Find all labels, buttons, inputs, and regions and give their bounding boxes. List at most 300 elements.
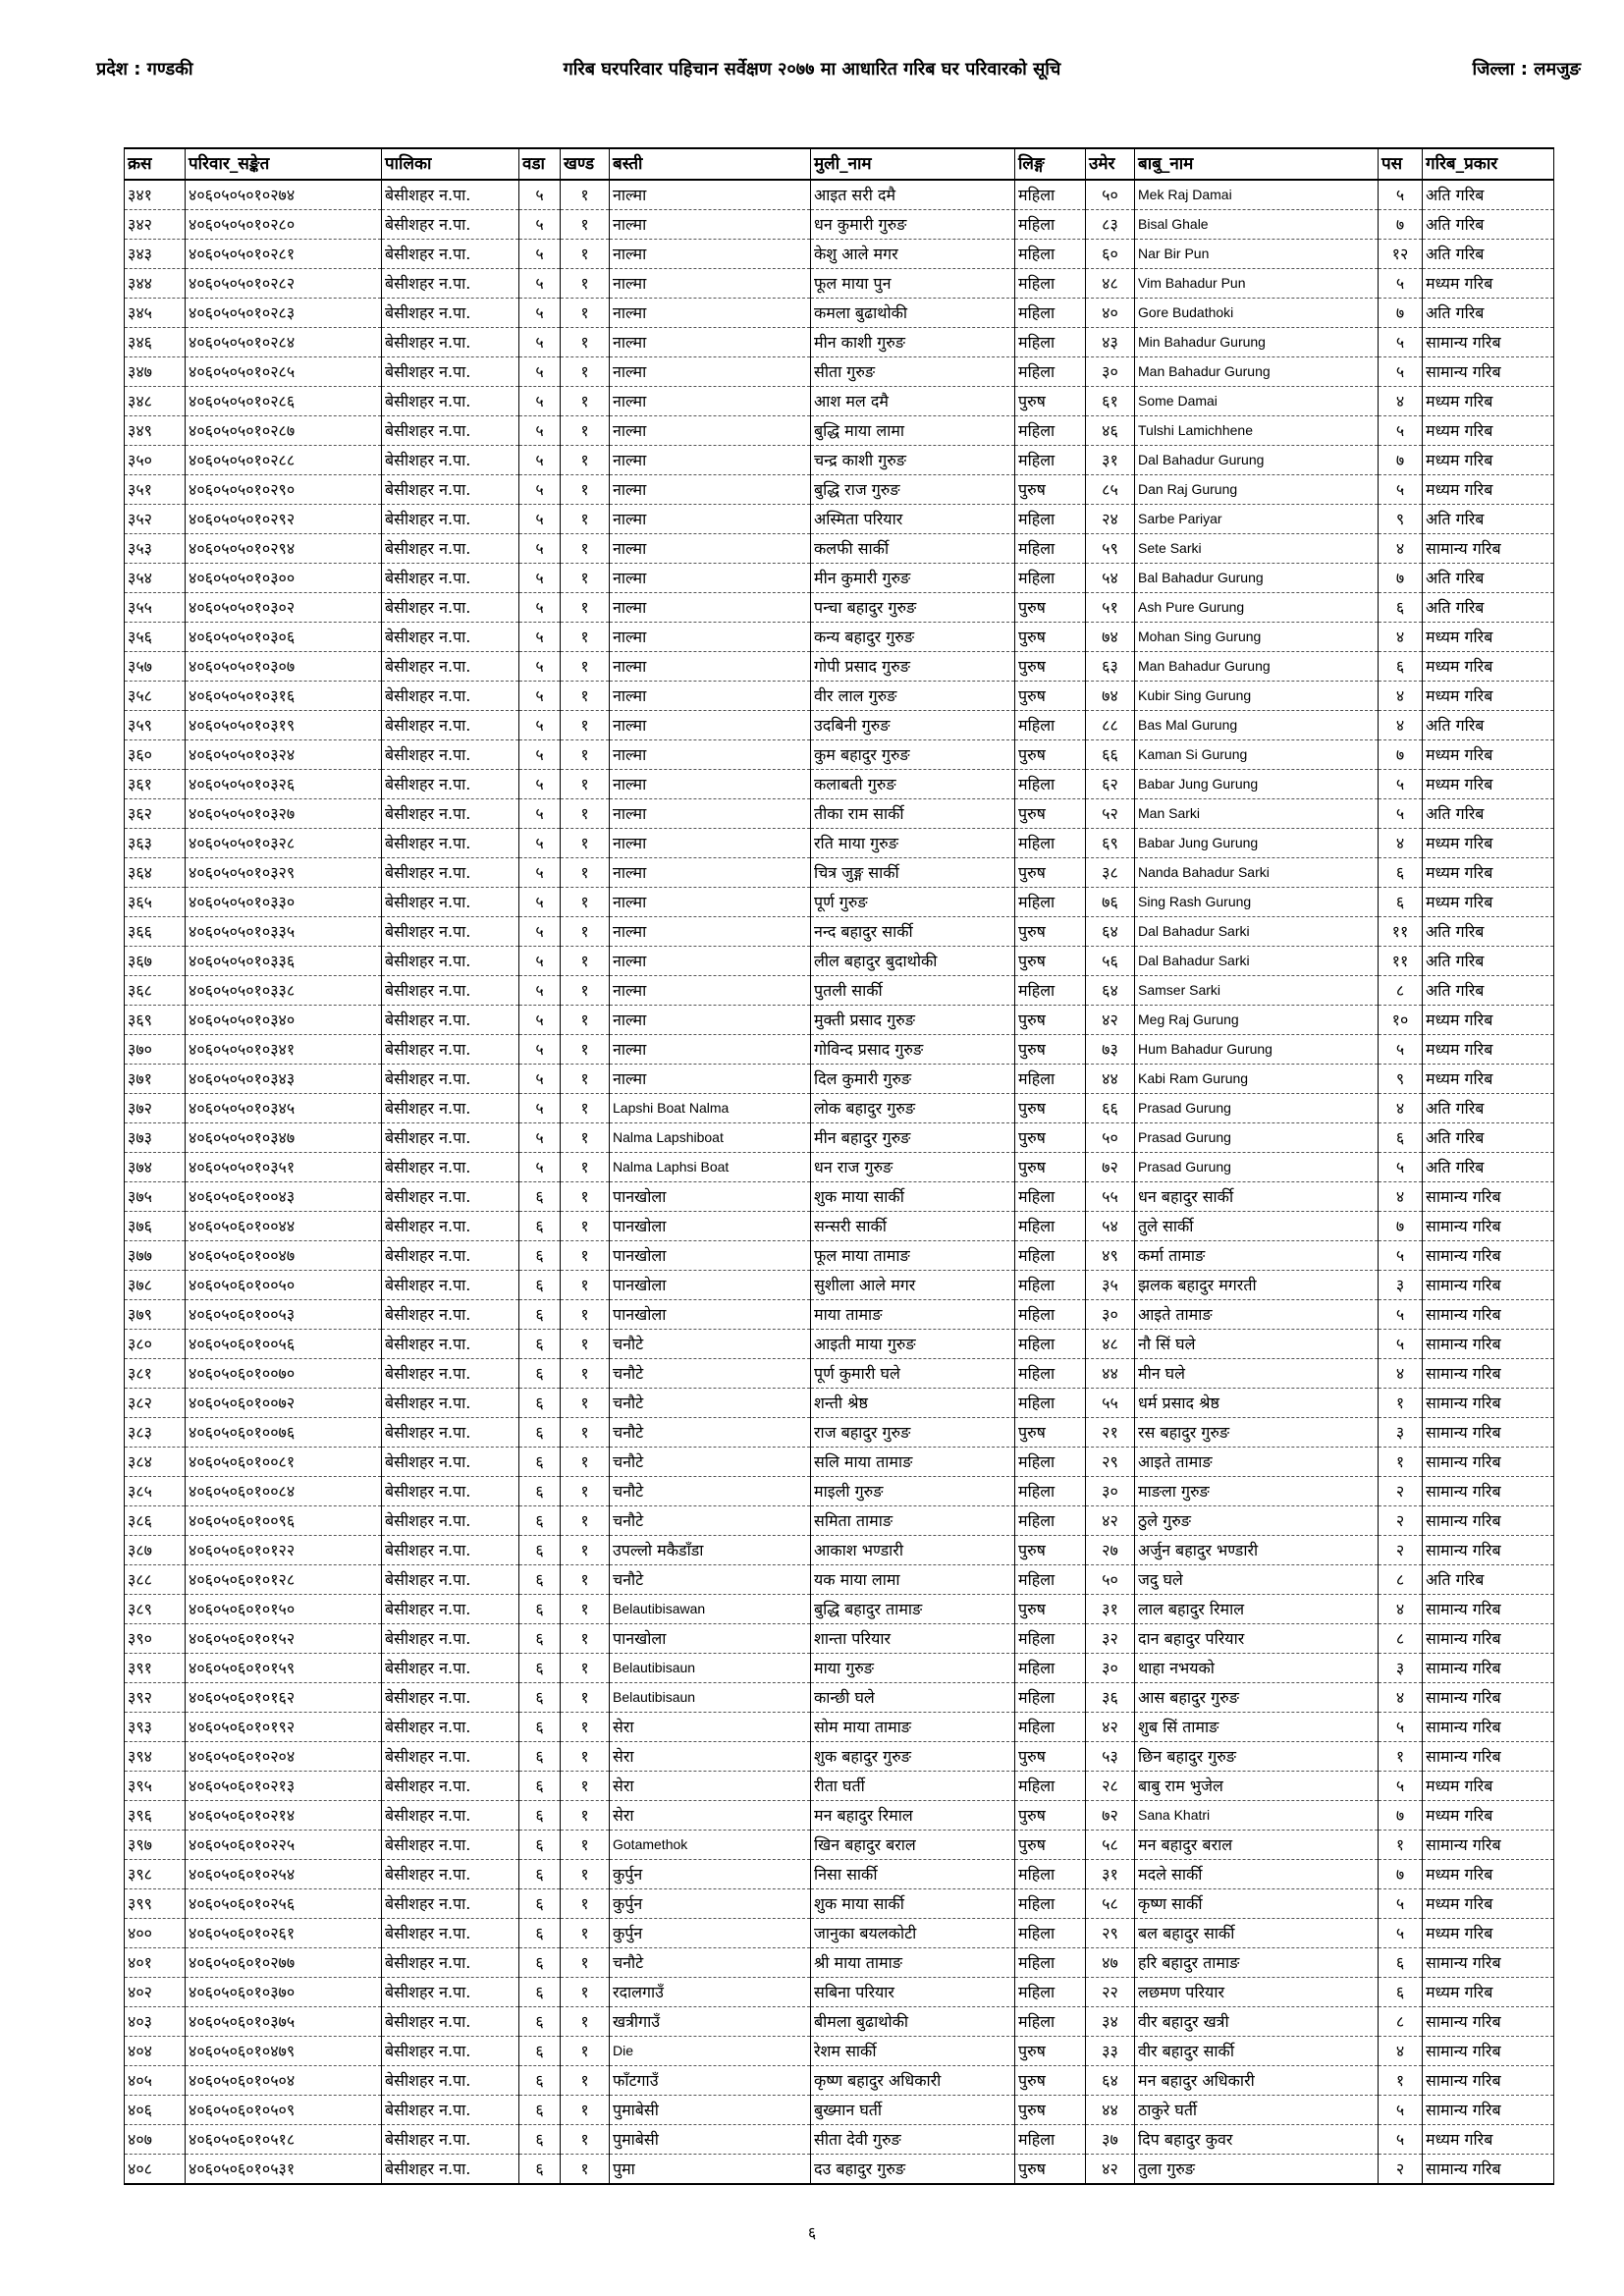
table-row [125,1418,1554,1448]
cell-poverty-type: सामान्य गरिब [1423,1359,1554,1389]
cell-age: ४२ [1086,2155,1135,2185]
cell-age: ७२ [1086,1153,1135,1182]
cell-poverty-type: अति गरिब [1423,1123,1554,1153]
cell-settlement: नाल्मा [610,505,811,534]
cell-family-size: २ [1379,1506,1423,1536]
cell-poverty-type: सामान्य गरिब [1423,328,1554,357]
cell-age: ४४ [1086,1065,1135,1094]
cell-municipality: बेसीशहर न.पा. [382,1006,519,1035]
cell-household-code: ४०६०५०५०१०३४० [186,1006,382,1035]
cell-household-code: ४०६०५०६०१००८४ [186,1477,382,1506]
cell-household-code: ४०६०५०६०१००७० [186,1359,382,1389]
cell-block: १ [561,1271,610,1300]
cell-serial: ३७२ [125,1094,186,1123]
cell-gender: पुरुष [1015,682,1086,711]
cell-gender: पुरुष [1015,1153,1086,1182]
cell-gender: पुरुष [1015,475,1086,505]
table-row [125,1330,1554,1359]
cell-gender: महिला [1015,240,1086,269]
cell-serial: ४०२ [125,1978,186,2007]
cell-ward: ५ [519,1123,561,1153]
cell-block: १ [561,976,610,1006]
cell-block: १ [561,1123,610,1153]
cell-block: १ [561,1389,610,1418]
cell-head-name: आश मल दमै [811,387,1015,416]
cell-poverty-type: सामान्य गरिब [1423,1182,1554,1212]
cell-father-name: कर्मा तामाङ [1135,1241,1379,1271]
cell-age: ५८ [1086,1831,1135,1860]
cell-family-size: १२ [1379,240,1423,269]
table-row [125,1889,1554,1919]
table-row [125,1241,1554,1271]
cell-settlement: नाल्मा [610,858,811,888]
cell-poverty-type: अति गरिब [1423,180,1554,210]
cell-block: १ [561,1889,610,1919]
cell-head-name: पुतली सार्की [811,976,1015,1006]
cell-block: १ [561,682,610,711]
cell-serial: ३८२ [125,1389,186,1418]
cell-poverty-type: मध्यम गरिब [1423,1801,1554,1831]
cell-family-size: ४ [1379,1595,1423,1624]
cell-family-size: ४ [1379,829,1423,858]
cell-serial: ३९९ [125,1889,186,1919]
cell-household-code: ४०६०५०५०१०३३८ [186,976,382,1006]
cell-block: १ [561,1212,610,1241]
cell-gender: महिला [1015,299,1086,328]
table-row [125,711,1554,740]
table-row [125,1742,1554,1772]
cell-serial: ३६७ [125,947,186,976]
cell-family-size: ७ [1379,210,1423,240]
cell-age: ४२ [1086,1713,1135,1742]
cell-gender: महिला [1015,1182,1086,1212]
cell-ward: ६ [519,1595,561,1624]
cell-household-code: ४०६०५०६०१०२२५ [186,1831,382,1860]
table-row [125,976,1554,1006]
table-row [125,2155,1554,2185]
cell-family-size: ४ [1379,387,1423,416]
cell-father-name: मदले सार्की [1135,1860,1379,1889]
cell-municipality: बेसीशहर न.पा. [382,387,519,416]
cell-ward: ५ [519,357,561,387]
cell-municipality: बेसीशहर न.पा. [382,1389,519,1418]
cell-family-size: ८ [1379,976,1423,1006]
cell-municipality: बेसीशहर न.पा. [382,534,519,564]
cell-poverty-type: सामान्य गरिब [1423,2096,1554,2125]
cell-serial: ३९२ [125,1683,186,1713]
cell-settlement: पानखोला [610,1182,811,1212]
cell-poverty-type: मध्यम गरिब [1423,1772,1554,1801]
cell-age: ६२ [1086,770,1135,799]
cell-household-code: ४०६०५०६०१०१२८ [186,1565,382,1595]
cell-household-code: ४०६०५०६०१००५० [186,1271,382,1300]
cell-block: १ [561,1801,610,1831]
cell-household-code: ४०६०५०५०१०३०० [186,564,382,593]
cell-municipality: बेसीशहर न.पा. [382,505,519,534]
cell-municipality: बेसीशहर न.पा. [382,1448,519,1477]
cell-gender: महिला [1015,416,1086,446]
cell-municipality: बेसीशहर न.पा. [382,2066,519,2096]
table-row [125,1948,1554,1978]
cell-block: १ [561,1713,610,1742]
cell-block: १ [561,1182,610,1212]
cell-serial: ३६४ [125,858,186,888]
cell-gender: पुरुष [1015,1831,1086,1860]
cell-poverty-type: अति गरिब [1423,564,1554,593]
table-row [125,888,1554,917]
cell-poverty-type: अति गरिब [1423,299,1554,328]
cell-poverty-type: मध्यम गरिब [1423,1006,1554,1035]
cell-poverty-type: मध्यम गरिब [1423,682,1554,711]
cell-settlement: नाल्मा [610,829,811,858]
cell-municipality: बेसीशहर न.पा. [382,947,519,976]
cell-ward: ६ [519,1448,561,1477]
cell-block: १ [561,1536,610,1565]
cell-municipality: बेसीशहर न.पा. [382,1978,519,2007]
table-row [125,269,1554,299]
table-row [125,1094,1554,1123]
cell-poverty-type: अति गरिब [1423,1153,1554,1182]
cell-serial: ३४४ [125,269,186,299]
cell-family-size: ५ [1379,416,1423,446]
cell-municipality: बेसीशहर न.पा. [382,1300,519,1330]
cell-father-name: तुला गुरुङ [1135,2155,1379,2185]
cell-household-code: ४०६०५०६०१००४७ [186,1241,382,1271]
cell-ward: ५ [519,888,561,917]
cell-municipality: बेसीशहर न.पा. [382,1654,519,1683]
cell-family-size: १० [1379,1006,1423,1035]
cell-settlement: नाल्मा [610,976,811,1006]
cell-gender: महिला [1015,269,1086,299]
table-row [125,1536,1554,1565]
cell-head-name: समिता तामाङ [811,1506,1015,1536]
cell-poverty-type: सामान्य गरिब [1423,1713,1554,1742]
cell-family-size: ७ [1379,1801,1423,1831]
cell-serial: ३९५ [125,1772,186,1801]
cell-serial: ३९७ [125,1831,186,1860]
cell-block: १ [561,475,610,505]
cell-settlement: Belautibisaun [610,1654,811,1683]
cell-settlement: नाल्मा [610,180,811,210]
cell-municipality: बेसीशहर न.पा. [382,1919,519,1948]
cell-age: ५० [1086,1565,1135,1595]
cell-household-code: ४०६०५०५०१०३१९ [186,711,382,740]
cell-serial: ३६२ [125,799,186,829]
table-row [125,1683,1554,1713]
cell-municipality: बेसीशहर न.पा. [382,770,519,799]
cell-age: ५० [1086,1123,1135,1153]
cell-settlement: नाल्मा [610,534,811,564]
cell-age: ८५ [1086,475,1135,505]
cell-father-name: नौ सिं घले [1135,1330,1379,1359]
cell-poverty-type: अति गरिब [1423,210,1554,240]
cell-poverty-type: सामान्य गरिब [1423,1241,1554,1271]
cell-block: १ [561,564,610,593]
cell-family-size: ५ [1379,1330,1423,1359]
cell-head-name: कृष्ण बहादुर अधिकारी [811,2066,1015,2096]
cell-serial: ३६५ [125,888,186,917]
cell-poverty-type: मध्यम गरिब [1423,1860,1554,1889]
cell-family-size: ५ [1379,269,1423,299]
table-row [125,1153,1554,1182]
cell-poverty-type: मध्यम गरिब [1423,2125,1554,2155]
cell-poverty-type: अति गरिब [1423,505,1554,534]
cell-gender: पुरुष [1015,2155,1086,2185]
cell-age: ३० [1086,1654,1135,1683]
cell-age: ५८ [1086,1889,1135,1919]
cell-settlement: चनौटे [610,1506,811,1536]
cell-poverty-type: सामान्य गरिब [1423,2155,1554,2185]
cell-municipality: बेसीशहर न.पा. [382,1212,519,1241]
cell-head-name: कलाबती गुरुङ [811,770,1015,799]
cell-age: ४९ [1086,1241,1135,1271]
cell-serial: ४०३ [125,2007,186,2037]
cell-father-name: Dal Bahadur Gurung [1135,446,1379,475]
cell-ward: ५ [519,446,561,475]
cell-father-name: धन बहादुर सार्की [1135,1182,1379,1212]
cell-family-size: १ [1379,1389,1423,1418]
cell-serial: ३८० [125,1330,186,1359]
cell-gender: पुरुष [1015,2037,1086,2066]
cell-ward: ५ [519,1035,561,1065]
cell-settlement: Belautibisawan [610,1595,811,1624]
cell-settlement: नाल्मा [610,299,811,328]
cell-poverty-type: मध्यम गरिब [1423,1919,1554,1948]
cell-father-name: Hum Bahadur Gurung [1135,1035,1379,1065]
cell-block: १ [561,652,610,682]
cell-age: २४ [1086,505,1135,534]
cell-family-size: ४ [1379,1094,1423,1123]
cell-household-code: ४०६०५०६०१००५३ [186,1300,382,1330]
cell-father-name: लाल बहादुर रिमाल [1135,1595,1379,1624]
cell-age: २२ [1086,1978,1135,2007]
cell-serial: ३४२ [125,210,186,240]
cell-settlement: चनौटे [610,1565,811,1595]
table-row [125,1123,1554,1153]
cell-age: ७४ [1086,623,1135,652]
cell-municipality: बेसीशहर न.पा. [382,1772,519,1801]
cell-settlement: नाल्मा [610,357,811,387]
cell-municipality: बेसीशहर न.पा. [382,1359,519,1389]
cell-serial: ३७३ [125,1123,186,1153]
cell-municipality: बेसीशहर न.पा. [382,1889,519,1919]
cell-father-name: Man Bahadur Gurung [1135,357,1379,387]
cell-head-name: लोक बहादुर गुरुङ [811,1094,1015,1123]
cell-head-name: माया तामाङ [811,1300,1015,1330]
cell-gender: महिला [1015,1978,1086,2007]
cell-poverty-type: मध्यम गरिब [1423,475,1554,505]
cell-poverty-type: अति गरिब [1423,976,1554,1006]
cell-head-name: कान्छी घले [811,1683,1015,1713]
cell-household-code: ४०६०५०६०१०३७० [186,1978,382,2007]
cell-municipality: बेसीशहर न.पा. [382,593,519,623]
cell-gender: महिला [1015,1948,1086,1978]
cell-age: ६४ [1086,917,1135,947]
cell-household-code: ४०६०५०५०१०३४१ [186,1035,382,1065]
cell-household-code: ४०६०५०५०१०३२८ [186,829,382,858]
cell-father-name: बाबु राम भुजेल [1135,1772,1379,1801]
cell-age: ३१ [1086,1595,1135,1624]
cell-household-code: ४०६०५०५०१०३५१ [186,1153,382,1182]
cell-household-code: ४०६०५०५०१०३०२ [186,593,382,623]
cell-block: १ [561,799,610,829]
table-row [125,1860,1554,1889]
cell-household-code: ४०६०५०६०१०१५२ [186,1624,382,1654]
cell-serial: ३८६ [125,1506,186,1536]
cell-head-name: लील बहादुर बुदाथोकी [811,947,1015,976]
cell-municipality: बेसीशहर न.पा. [382,829,519,858]
cell-municipality: बेसीशहर न.पा. [382,711,519,740]
cell-poverty-type: मध्यम गरिब [1423,888,1554,917]
cell-family-size: ६ [1379,1123,1423,1153]
cell-household-code: ४०६०५०६०१०१९२ [186,1713,382,1742]
cell-gender: पुरुष [1015,2066,1086,2096]
cell-ward: ६ [519,1742,561,1772]
cell-head-name: अस्मिता परियार [811,505,1015,534]
cell-father-name: Babar Jung Gurung [1135,770,1379,799]
cell-age: ५६ [1086,947,1135,976]
table-row [125,1772,1554,1801]
cell-settlement: नाल्मा [610,564,811,593]
cell-household-code: ४०६०५०५०१०३४७ [186,1123,382,1153]
cell-serial: ३५३ [125,534,186,564]
cell-municipality: बेसीशहर न.पा. [382,299,519,328]
cell-head-name: रति माया गुरुङ [811,829,1015,858]
cell-household-code: ४०६०५०५०१०३२७ [186,799,382,829]
cell-father-name: कृष्ण सार्की [1135,1889,1379,1919]
cell-head-name: सन्सरी सार्की [811,1212,1015,1241]
cell-father-name: दिप बहादुर कुवर [1135,2125,1379,2155]
cell-father-name: छिन बहादुर गुरुङ [1135,1742,1379,1772]
cell-age: ५२ [1086,799,1135,829]
table-row [125,1035,1554,1065]
cell-ward: ६ [519,1801,561,1831]
cell-head-name: मीन बहादुर गुरुङ [811,1123,1015,1153]
cell-municipality: बेसीशहर न.पा. [382,1742,519,1772]
cell-poverty-type: सामान्य गरिब [1423,1389,1554,1418]
district-label: जिल्ला : लमजुङ [1472,59,1581,80]
table-row [125,2007,1554,2037]
cell-gender: महिला [1015,1772,1086,1801]
cell-serial: ३५४ [125,564,186,593]
column-header-family-size: पस [1379,148,1423,180]
cell-family-size: ५ [1379,799,1423,829]
cell-block: १ [561,1742,610,1772]
column-header-father-name: बाबु_नाम [1135,148,1379,180]
cell-family-size: २ [1379,2155,1423,2185]
cell-age: ३४ [1086,2007,1135,2037]
cell-block: १ [561,1565,610,1595]
cell-head-name: रेशम सार्की [811,2037,1015,2066]
cell-gender: पुरुष [1015,1006,1086,1035]
cell-age: ३२ [1086,1624,1135,1654]
cell-family-size: ७ [1379,299,1423,328]
cell-household-code: ४०६०५०५०१०३३५ [186,917,382,947]
table-row [125,1919,1554,1948]
cell-family-size: २ [1379,1477,1423,1506]
cell-head-name: शान्ता परियार [811,1624,1015,1654]
cell-municipality: बेसीशहर न.पा. [382,682,519,711]
cell-serial: ३७७ [125,1241,186,1271]
cell-household-code: ४०६०५०६०१००७२ [186,1389,382,1418]
cell-gender: महिला [1015,711,1086,740]
cell-age: ३३ [1086,2037,1135,2066]
column-header-age: उमेर [1086,148,1135,180]
cell-municipality: बेसीशहर न.पा. [382,976,519,1006]
cell-gender: महिला [1015,1330,1086,1359]
table-row [125,2125,1554,2155]
cell-ward: ६ [519,1683,561,1713]
cell-head-name: गोविन्द प्रसाद गुरुङ [811,1035,1015,1065]
cell-gender: पुरुष [1015,858,1086,888]
cell-block: १ [561,1153,610,1182]
cell-head-name: बुख्मान घर्ती [811,2096,1015,2125]
cell-family-size: ४ [1379,1359,1423,1389]
cell-household-code: ४०६०५०६०१००७६ [186,1418,382,1448]
cell-father-name: Nanda Bahadur Sarki [1135,858,1379,888]
cell-block: १ [561,387,610,416]
cell-household-code: ४०६०५०६०१०१५० [186,1595,382,1624]
cell-ward: ६ [519,1389,561,1418]
table-row [125,1713,1554,1742]
cell-household-code: ४०६०५०५०१०२८७ [186,416,382,446]
cell-poverty-type: मध्यम गरिब [1423,269,1554,299]
table-row [125,682,1554,711]
cell-serial: ३७८ [125,1271,186,1300]
cell-serial: ३४३ [125,240,186,269]
column-header-gender: लिङ्ग [1015,148,1086,180]
cell-poverty-type: सामान्य गरिब [1423,1536,1554,1565]
cell-age: ३० [1086,357,1135,387]
table-row [125,740,1554,770]
cell-municipality: बेसीशहर न.पा. [382,917,519,947]
cell-ward: ५ [519,682,561,711]
cell-serial: ३९६ [125,1801,186,1831]
cell-family-size: ७ [1379,564,1423,593]
cell-poverty-type: सामान्य गरिब [1423,1624,1554,1654]
cell-settlement: पानखोला [610,1241,811,1271]
cell-family-size: १ [1379,1448,1423,1477]
cell-head-name: तीका राम सार्की [811,799,1015,829]
cell-ward: ५ [519,269,561,299]
cell-ward: ६ [519,1772,561,1801]
cell-ward: ६ [519,1241,561,1271]
cell-serial: ३९१ [125,1654,186,1683]
cell-age: ५४ [1086,1212,1135,1241]
cell-settlement: नाल्मा [610,623,811,652]
table-row [125,917,1554,947]
cell-father-name: अर्जुन बहादुर भण्डारी [1135,1536,1379,1565]
cell-block: १ [561,1978,610,2007]
cell-block: १ [561,1300,610,1330]
cell-father-name: वीर बहादुर सार्की [1135,2037,1379,2066]
cell-serial: ३७९ [125,1300,186,1330]
cell-poverty-type: मध्यम गरिब [1423,829,1554,858]
table-row [125,829,1554,858]
cell-father-name: Sete Sarki [1135,534,1379,564]
cell-gender: महिला [1015,770,1086,799]
table-row [125,623,1554,652]
cell-gender: महिला [1015,446,1086,475]
cell-municipality: बेसीशहर न.पा. [382,1241,519,1271]
cell-serial: ३७४ [125,1153,186,1182]
table-row [125,446,1554,475]
cell-poverty-type: सामान्य गरिब [1423,1506,1554,1536]
cell-serial: ३४५ [125,299,186,328]
cell-age: ३५ [1086,1271,1135,1300]
cell-family-size: ६ [1379,1978,1423,2007]
table-row [125,1595,1554,1624]
